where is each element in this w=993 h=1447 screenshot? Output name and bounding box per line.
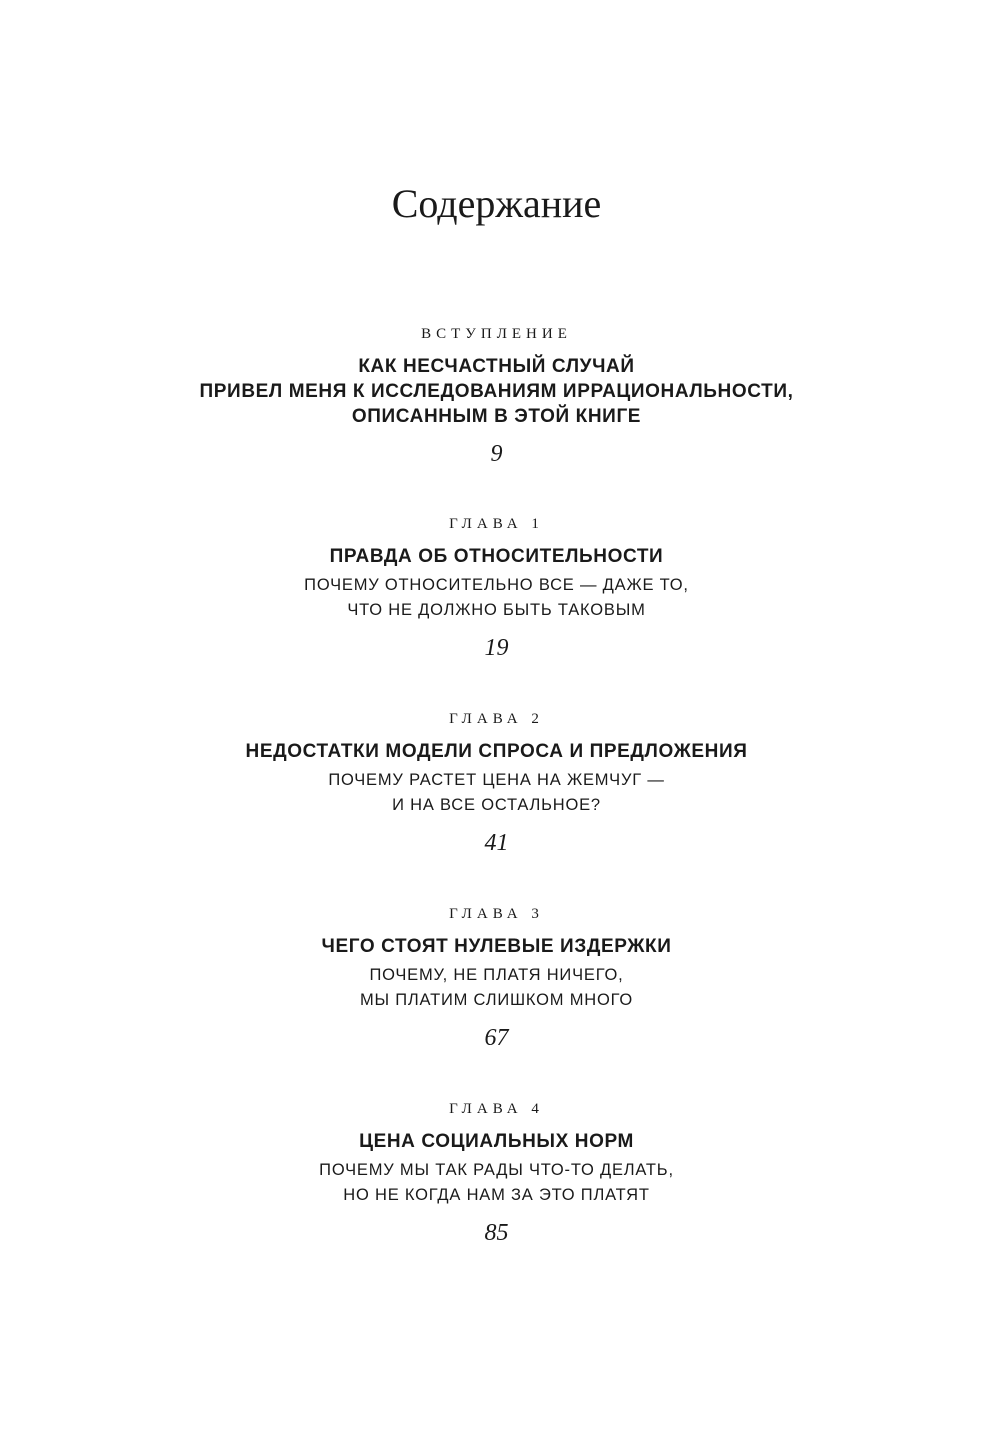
toc-entry-chapter-1 — [0, 514, 993, 663]
entry-heading-line: ОПИСАННЫМ В ЭТОЙ КНИГЕ — [351, 406, 642, 427]
entry-label: ГЛАВА 4 — [449, 1101, 544, 1117]
entry-subtitle — [0, 768, 993, 818]
entry-subtitle — [0, 1158, 993, 1208]
entry-heading — [0, 354, 993, 429]
entry-heading — [0, 739, 993, 764]
toc-entry-chapter-4 — [0, 1099, 993, 1248]
entry-subtitle-line: НО НЕ КОГДА НАМ ЗА ЭТО ПЛАТЯТ — [343, 1186, 650, 1204]
entry-page-number: 85 — [484, 1220, 509, 1246]
entry-subtitle-line: ПОЧЕМУ, НЕ ПЛАТЯ НИЧЕГО, — [369, 966, 624, 984]
toc-entry-introduction — [0, 324, 993, 469]
entry-subtitle-line: МЫ ПЛАТИМ СЛИШКОМ МНОГО — [359, 991, 634, 1009]
page-title: Содержание — [391, 181, 602, 226]
entry-page-number: 67 — [484, 1025, 509, 1051]
entry-subtitle-line: И НА ВСЕ ОСТАЛЬНОЕ? — [392, 796, 601, 814]
entry-label: ГЛАВА 1 — [449, 516, 544, 532]
entry-heading — [0, 1129, 993, 1154]
entry-subtitle-line: ЧТО НЕ ДОЛЖНО БЫТЬ ТАКОВЫМ — [347, 601, 646, 619]
entry-heading-line: ЧЕГО СТОЯТ НУЛЕВЫЕ ИЗДЕРЖКИ — [321, 936, 672, 957]
entry-heading-line: КАК НЕСЧАСТНЫЙ СЛУЧАЙ — [358, 356, 635, 377]
toc-entry-chapter-2 — [0, 709, 993, 858]
entry-label: ВСТУПЛЕНИЕ — [421, 326, 572, 342]
entry-subtitle-line: ПОЧЕМУ ОТНОСИТЕЛЬНО ВСЕ — ДАЖЕ ТО, — [304, 576, 689, 594]
entry-page-number: 9 — [490, 441, 503, 467]
entry-heading — [0, 544, 993, 569]
entry-subtitle-line: ПОЧЕМУ МЫ ТАК РАДЫ ЧТО-ТО ДЕЛАТЬ, — [319, 1161, 674, 1179]
entry-label: ГЛАВА 3 — [449, 906, 544, 922]
entry-subtitle — [0, 963, 993, 1013]
entry-heading-line: НЕДОСТАТКИ МОДЕЛИ СПРОСА И ПРЕДЛОЖЕНИЯ — [245, 741, 748, 762]
toc-entry-chapter-3 — [0, 904, 993, 1053]
entry-page-number: 41 — [484, 830, 509, 856]
entry-heading-line: ПРАВДА ОБ ОТНОСИТЕЛЬНОСТИ — [329, 546, 664, 567]
entry-heading-line: ПРИВЕЛ МЕНЯ К ИССЛЕДОВАНИЯМ ИРРАЦИОНАЛЬНОСТИ, — [199, 381, 794, 402]
entry-heading-line: ЦЕНА СОЦИАЛЬНЫХ НОРМ — [359, 1131, 634, 1152]
entry-heading — [0, 934, 993, 959]
entry-subtitle — [0, 573, 993, 623]
entry-label: ГЛАВА 2 — [449, 711, 544, 727]
entry-subtitle-line: ПОЧЕМУ РАСТЕТ ЦЕНА НА ЖЕМЧУГ — — [328, 771, 665, 789]
entry-page-number: 19 — [484, 635, 509, 661]
